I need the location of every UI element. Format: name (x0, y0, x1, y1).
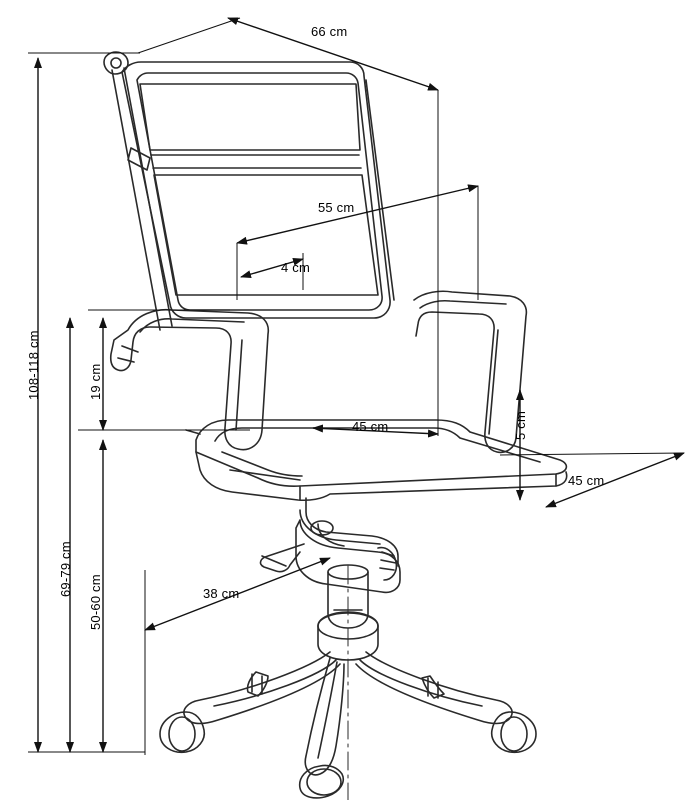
dimension-label-backrest-width: 66 cm (311, 24, 348, 39)
dimension-label-armrest-floor-height: 69-79 cm (58, 541, 73, 597)
dimension-lines (28, 18, 684, 755)
dimension-label-seat-width: 45 cm (568, 473, 605, 488)
dimension-label-seat-thickness: 5 cm (513, 411, 528, 440)
chair-illustration (104, 52, 567, 800)
dimension-label-seat-depth: 45 cm (352, 419, 389, 434)
dimension-label-seat-height: 50-60 cm (88, 574, 103, 630)
dimension-label-total-height: 108-118 cm (26, 330, 41, 400)
dimension-label-armrest-height: 19 cm (88, 363, 103, 400)
dimension-label-seat-depth-total: 55 cm (318, 200, 355, 215)
dimension-label-base-diameter: 38 cm (203, 586, 240, 601)
dimension-label-armrest-offset: 4 cm (281, 260, 310, 275)
